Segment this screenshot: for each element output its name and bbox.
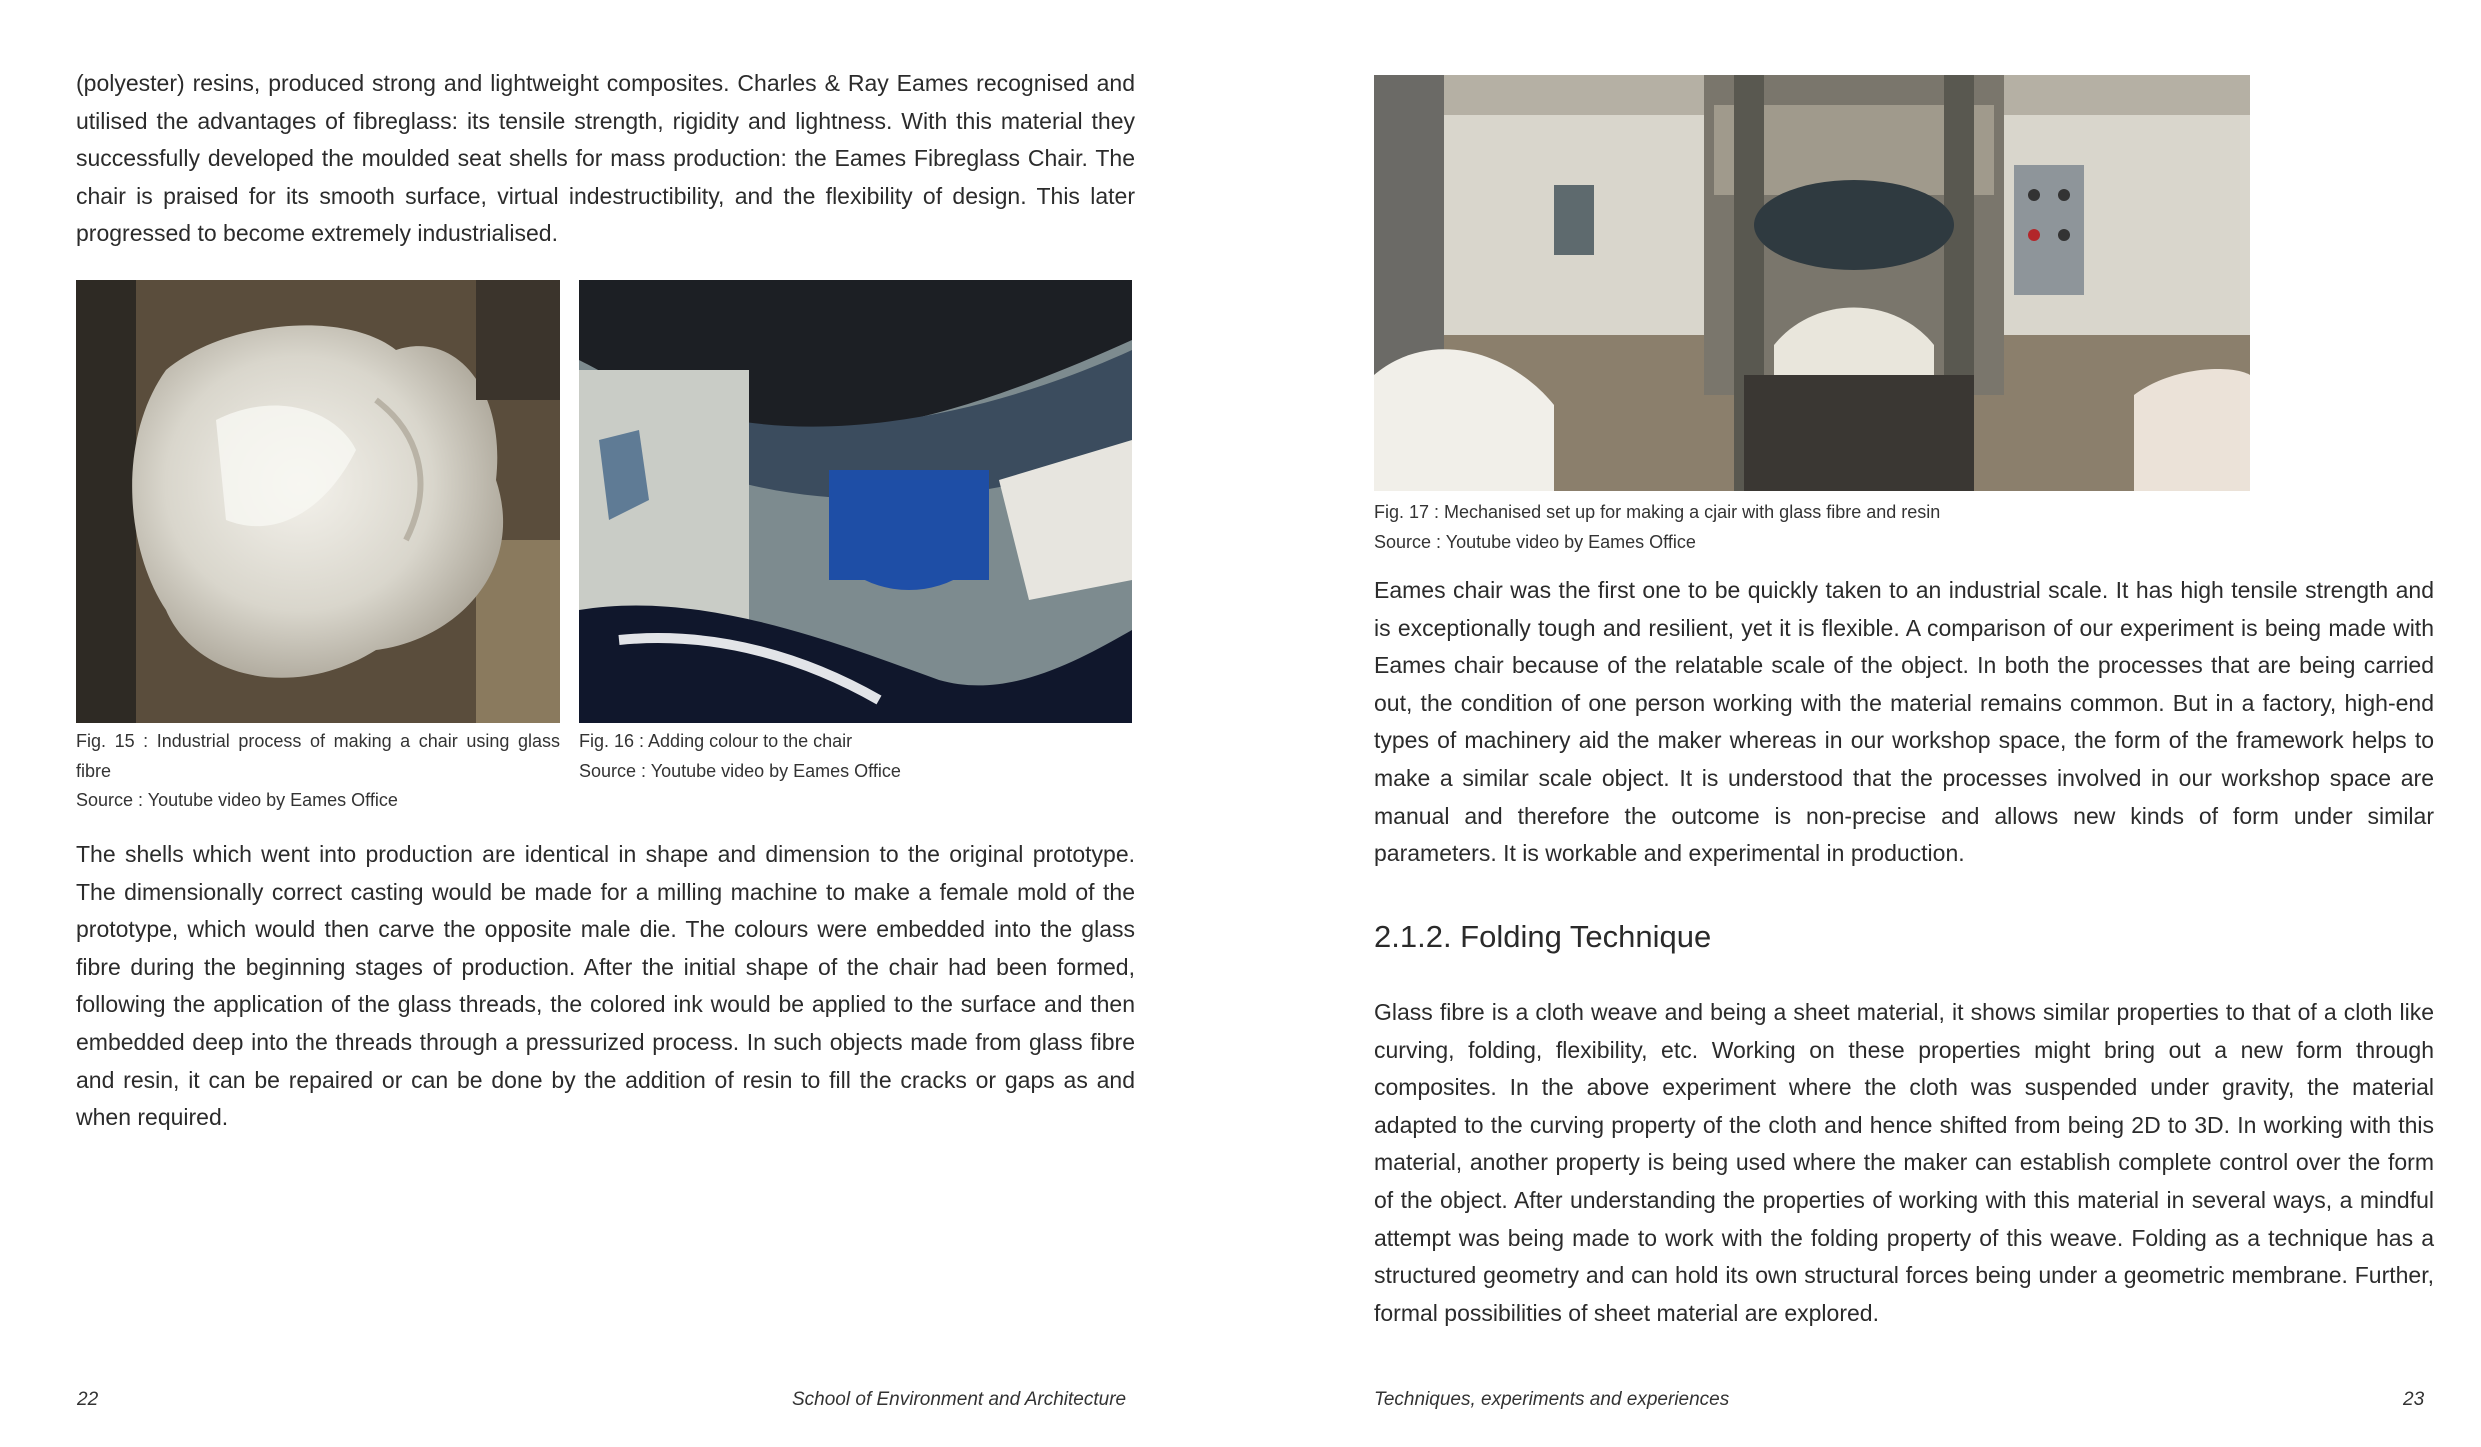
fig16-caption-text: Fig. 16 : Adding colour to the chair bbox=[579, 731, 853, 751]
fig15-glass-fibre-photo bbox=[76, 280, 560, 723]
page-number-left: 22 bbox=[77, 1389, 99, 1410]
fig16-caption bbox=[579, 727, 1132, 786]
intro-paragraph: (polyester) resins, produced strong and lightweight composites. Charles & Ray Eames recognised and utilised the advantages of fibreglass: its tensile strength, rigidity and lightness. With this material they successfully developed the moulded seat shells for mass production: the Eames Fibreglass Chair. The chair is praised for its smooth surface, virtual indestructibility, and the flexibility of design. This later progressed to become extremely industrialised. bbox=[76, 70, 1135, 247]
fig15-caption bbox=[76, 727, 560, 816]
section-heading: 2.1.2. Folding Technique bbox=[1374, 919, 1712, 954]
folding-paragraph: Glass fibre is a cloth weave and being a sheet material, it shows similar properties to that of a cloth like curving, folding, flexibility, etc. Working on these properties might bring out a new form through composites. In the above experiment where the cloth was suspended under gravity, the material adapted to the curving property of the cloth and hence shifted from being 2D to 3D. In working with this material, another property is being used where the maker can establish complete control over the form of the object. After understanding the properties of working with this material in several ways, a mindful attempt was being made to work with the folding property of this weave. Folding as a technique has a structured geometry and can hold its own structural forces being under a geometric membrane. Further, formal possibilities of sheet material are explored. bbox=[1374, 999, 2434, 1326]
fig17-source: Source : Youtube video by Eames Office bbox=[1374, 531, 1696, 552]
body-paragraph: The shells which went into production are identical in shape and dimension to the original prototype. The dimensionally correct casting would be made for a milling machine to make a female mold of the prototype, which would then carve the opposite male die. The colours were embedded into the glass fibre during the beginning stages of production. After the initial shape of the chair had been formed, following the application of the glass threads, the colored ink would be applied to the surface and then embedded deep into the threads through a pressurized process. In such objects made from glass fibre and resin, it can be repaired or can be done by the addition of resin to fill the cracks or gaps as and when required. bbox=[76, 841, 1135, 1131]
fig15-source: Source : Youtube video by Eames Office bbox=[76, 790, 398, 810]
left-page bbox=[0, 0, 1240, 1447]
page-number-right: 23 bbox=[2403, 1389, 2425, 1410]
fig17-mechanised-setup-photo bbox=[1374, 75, 2250, 491]
fig16-source: Source : Youtube video by Eames Office bbox=[579, 760, 901, 781]
fig17-caption bbox=[1374, 498, 2250, 557]
footer-title-left: School of Environment and Architecture bbox=[792, 1389, 1127, 1410]
fig15-caption-text: Fig. 15 : Industrial process of making a chair using glass fibre bbox=[76, 731, 560, 781]
eames-paragraph: Eames chair was the first one to be quickly taken to an industrial scale. It has high tensile strength and is exceptionally tough and resilient, yet it is flexible. A comparison of our experiment is being made with Eames chair because of the relatable scale of the object. In both the processes that are being carried out, the condition of one person working with the material remains common. But in a factory, high-end types of machinery aid the maker whereas in our workshop space, the form of the framework helps to make a similar scale object. It is understood that the processes involved in our workshop space are manual and therefore the outcome is non-precise and allows new kinds of form under similar parameters. It is workable and experimental in production. bbox=[1374, 577, 2434, 867]
right-page bbox=[1240, 0, 2481, 1447]
footer-title-right: Techniques, experiments and experiences bbox=[1374, 1389, 1730, 1410]
fig16-adding-colour-photo bbox=[579, 280, 1132, 723]
fig17-caption-text: Fig. 17 : Mechanised set up for making a cjair with glass fibre and resin bbox=[1374, 502, 1941, 522]
